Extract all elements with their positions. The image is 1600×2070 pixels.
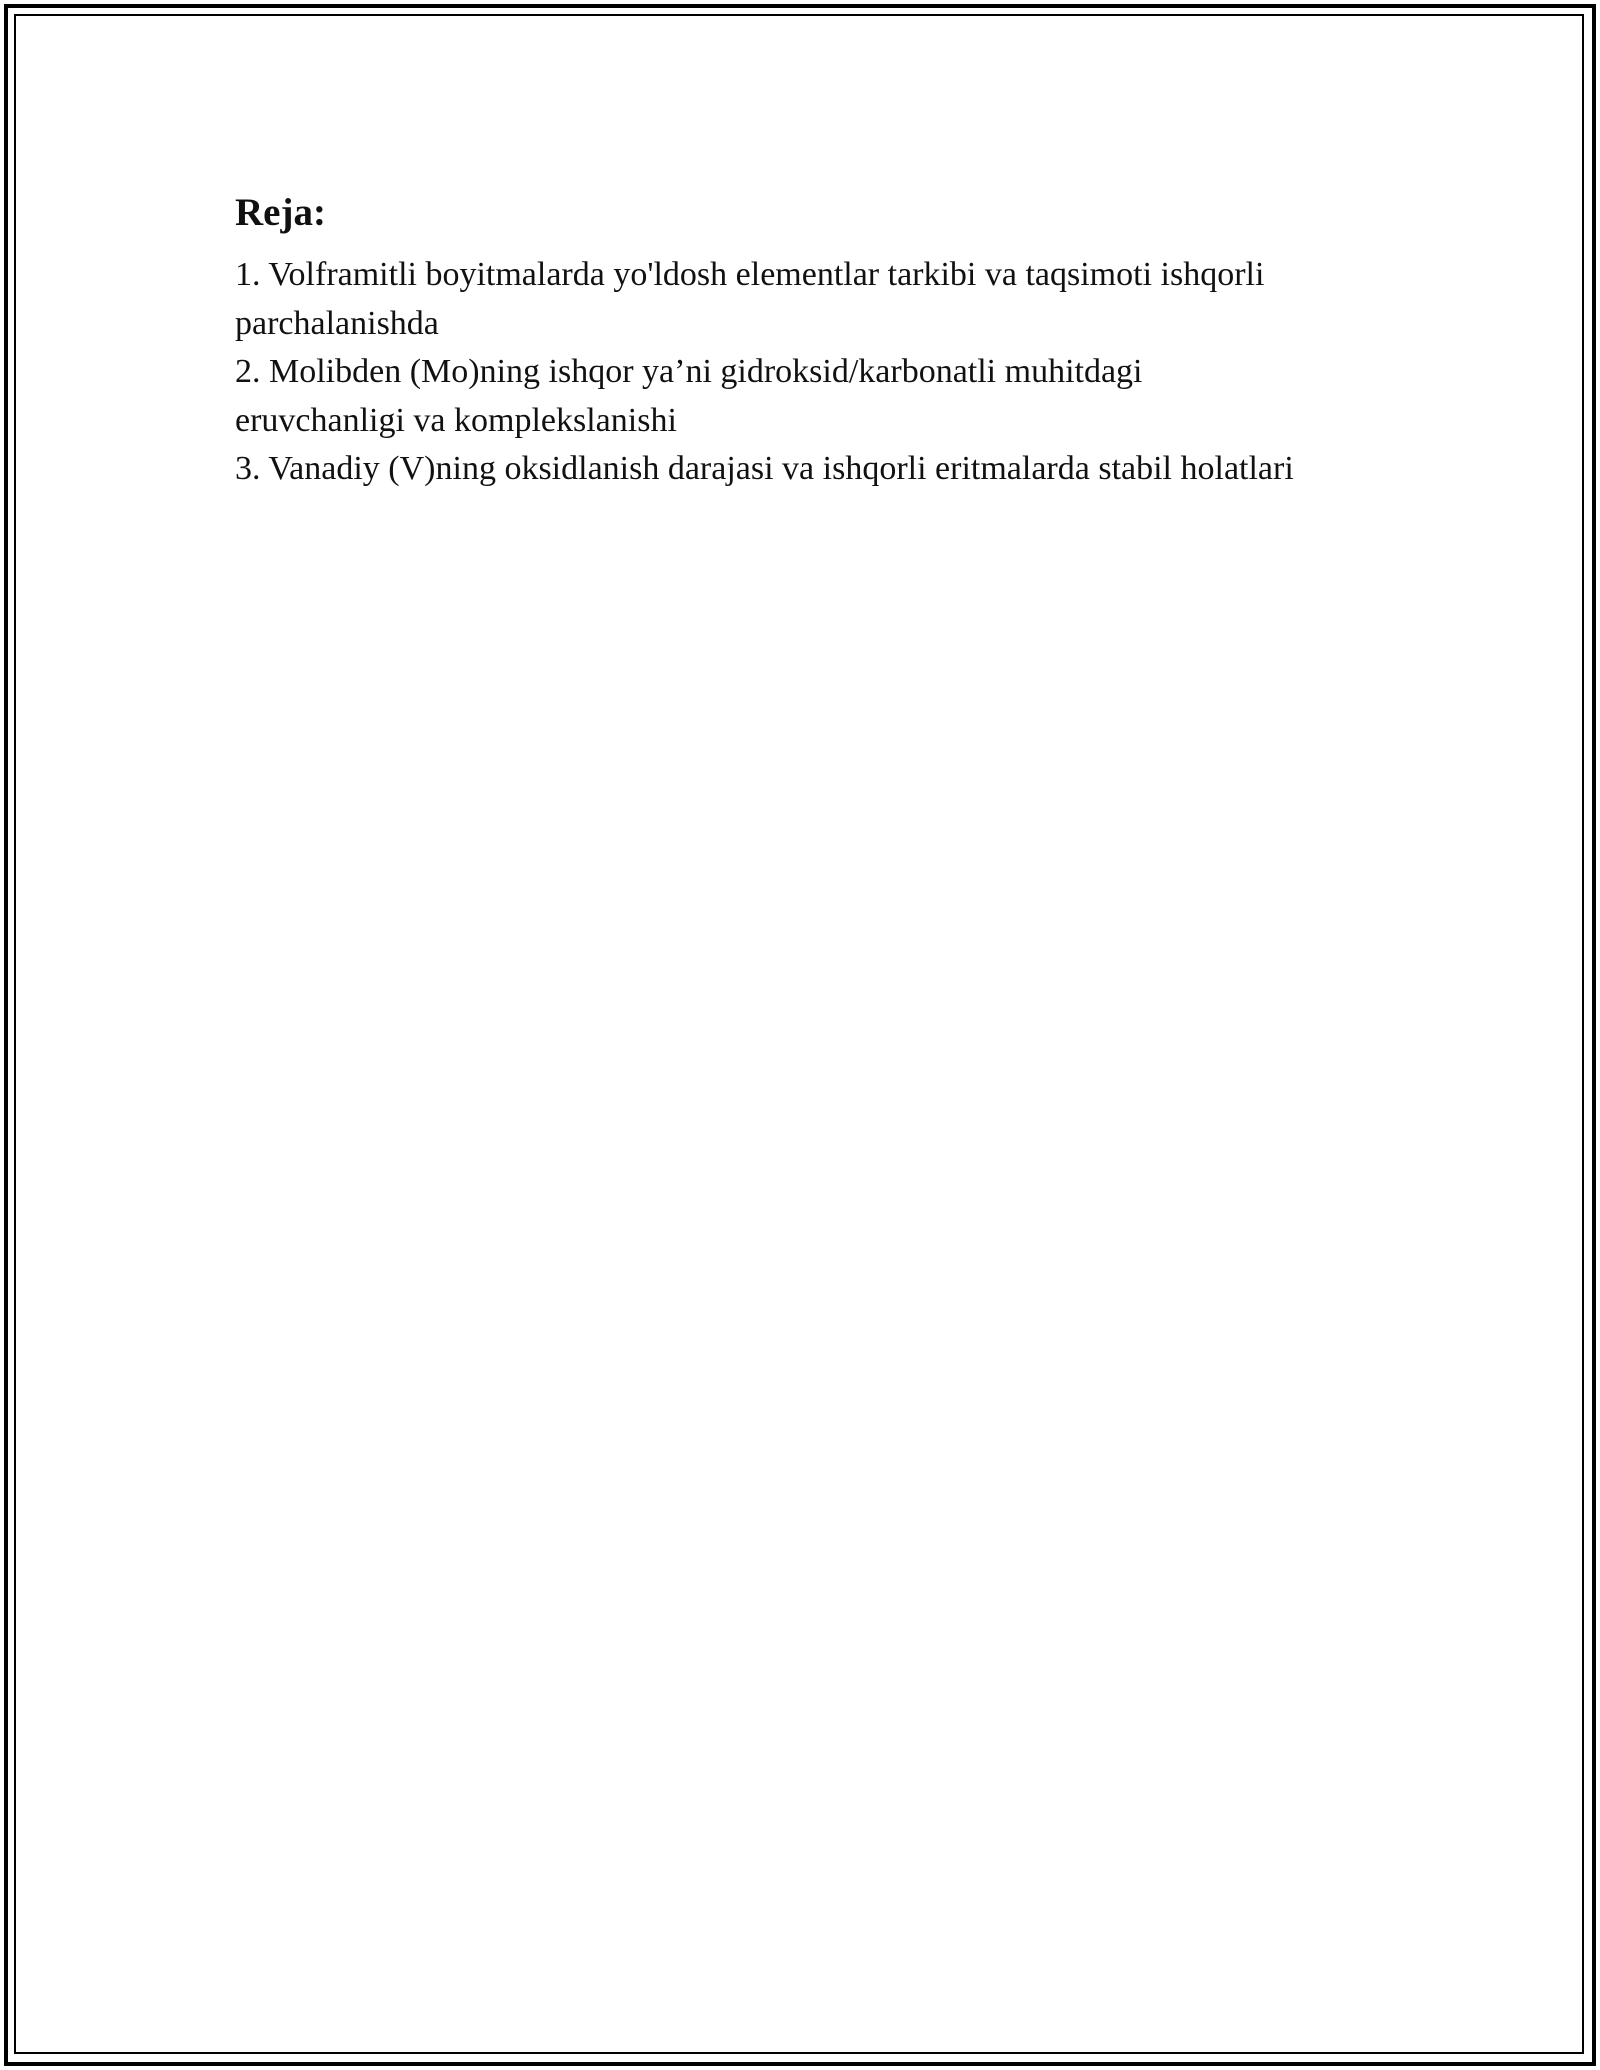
plan-item-3: 3. Vanadiy (V)ning oksidlanish darajasi va ishqorli eritmalarda stabil holatlari: [235, 450, 1294, 487]
plan-item-2: 2. Molibden (Mo)ning ishqor ya’ni gidroksid/karbonatli muhitdagi eruvchanligi va komplekslanishi: [235, 353, 1143, 439]
plan-list: [235, 251, 1395, 494]
plan-item-1: 1. Volframitli boyitmalarda yo'ldosh elementlar tarkibi va taqsimoti ishqorli parchalanishda: [235, 256, 1265, 342]
document-body: [235, 185, 1395, 494]
plan-heading: Reja:: [235, 191, 326, 234]
